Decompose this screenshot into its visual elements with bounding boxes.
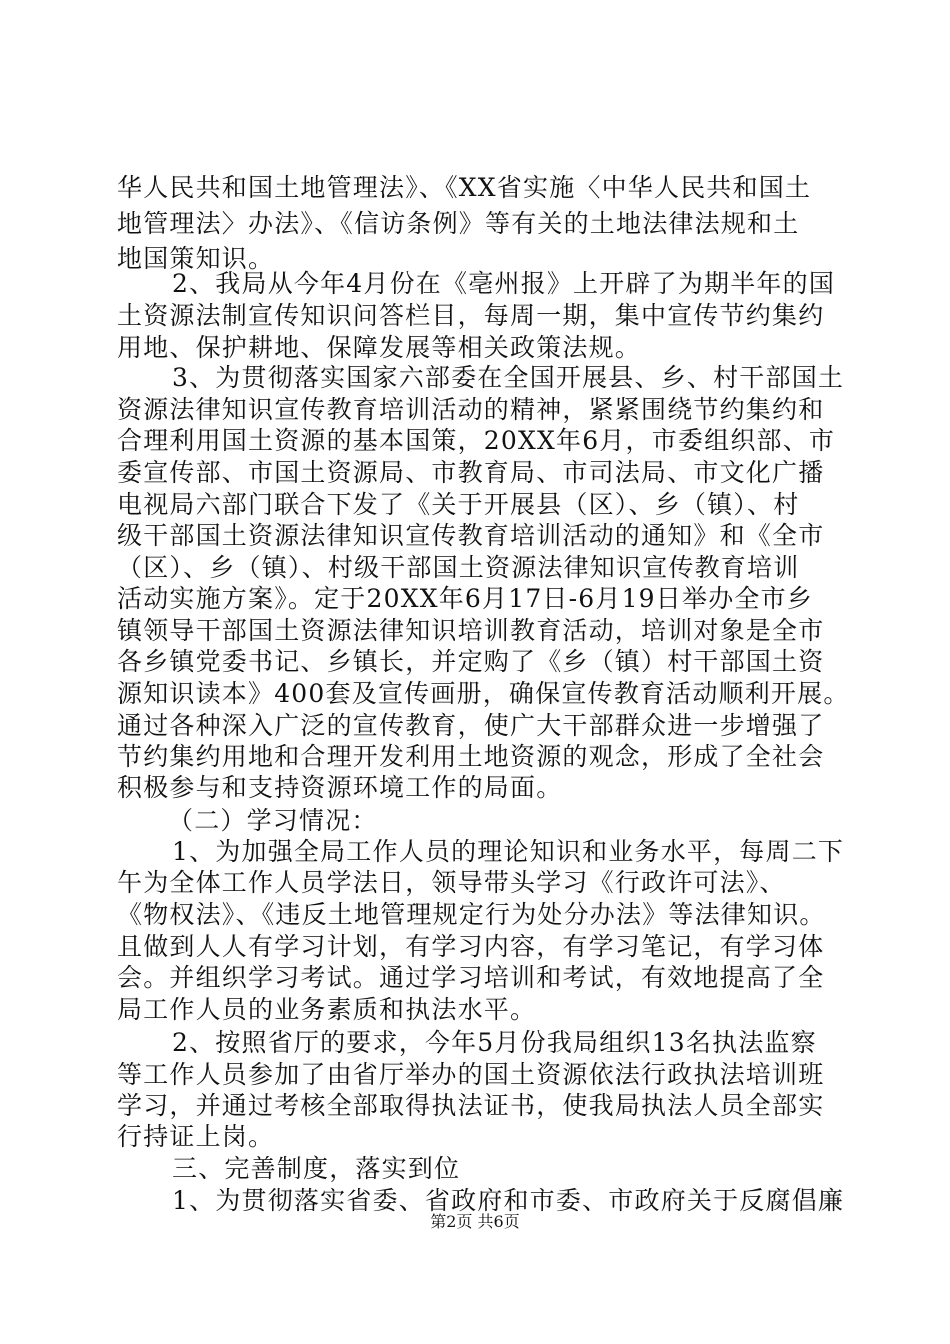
body-line: 各乡镇党委书记、乡镇长，并定购了《乡（镇）村干部国土资 [117,647,825,676]
body-line: 《物权法》、《违反土地管理规定行为处分办法》等法律知识。 [117,900,826,929]
body-line: 局工作人员的业务素质和执法水平。 [117,995,537,1024]
body-line: 电视局六部门联合下发了《关于开展县（区）、乡（镇）、村 [117,490,800,519]
body-line: 等工作人员参加了由省厅举办的国土资源依法行政执法培训班 [117,1060,825,1089]
body-line: 活动实施方案》。定于20XX年6月17日-6月19日举办全市乡 [117,584,813,613]
section-heading: 三、完善制度，落实到位 [172,1154,461,1183]
body-line: （区）、乡（镇）、村级干部国土资源法律知识宣传教育培训 [117,553,800,582]
body-line: 行持证上岗。 [117,1122,275,1151]
body-line: 会。并组织学习考试。通过学习培训和考试，有效地提高了全 [117,963,825,992]
body-line: 镇领导干部国土资源法律知识培训教育活动，培训对象是全市 [117,616,825,645]
body-line: 学习，并通过考核全部取得执法证书，使我局执法人员全部实 [117,1091,825,1120]
body-line: 2、我局从今年4月份在《亳州报》上开辟了为期半年的国 [172,269,836,298]
body-line: 2、按照省厅的要求，今年5月份我局组织13名执法监察 [172,1028,817,1057]
body-line: 积极参与和支持资源环境工作的局面。 [117,773,563,802]
body-line: 1、为加强全局工作人员的理论知识和业务水平，每周二下 [172,837,845,866]
body-line: 且做到人人有学习计划，有学习内容，有学习笔记，有学习体 [117,932,825,961]
body-line: 源知识读本》400套及宣传画册，确保宣传教育活动顺利开展。 [117,679,850,708]
body-line: 土资源法制宣传知识问答栏目，每周一期，集中宣传节约集约 [117,301,825,330]
body-line: 午为全体工作人员学法日，领导带头学习《行政许可法》、 [117,868,786,897]
section-heading: （二）学习情况： [168,806,378,835]
body-line: 通过各种深入广泛的宣传教育，使广大干部群众进一步增强了 [117,711,825,740]
page-footer: 第2页 共6页 [430,1212,520,1231]
body-line: 地国策知识。 [117,244,275,273]
body-line: 用地、保护耕地、保障发展等相关政策法规。 [117,333,642,362]
body-line: 委宣传部、市国土资源局、市教育局、市司法局、市文化广播 [117,458,825,487]
body-line: 地管理法〉办法》、《信访条例》等有关的土地法律法规和土 [117,209,800,238]
body-line: 级干部国土资源法律知识宣传教育培训活动的通知》和《全市 [117,521,825,550]
body-line: 华人民共和国土地管理法》、《XX省实施〈中华人民共和国土 [117,173,812,202]
body-line: 1、为贯彻落实省委、省政府和市委、市政府关于反腐倡廉 [172,1186,845,1215]
body-line: 3、为贯彻落实国家六部委在全国开展县、乡、村干部国土 [172,363,845,392]
body-line: 合理利用国土资源的基本国策，20XX年6月，市委组织部、市 [117,426,836,455]
body-line: 资源法律知识宣传教育培训活动的精神，紧紧围绕节约集约和 [117,395,825,424]
body-line: 节约集约用地和合理开发利用土地资源的观念，形成了全社会 [117,742,825,771]
